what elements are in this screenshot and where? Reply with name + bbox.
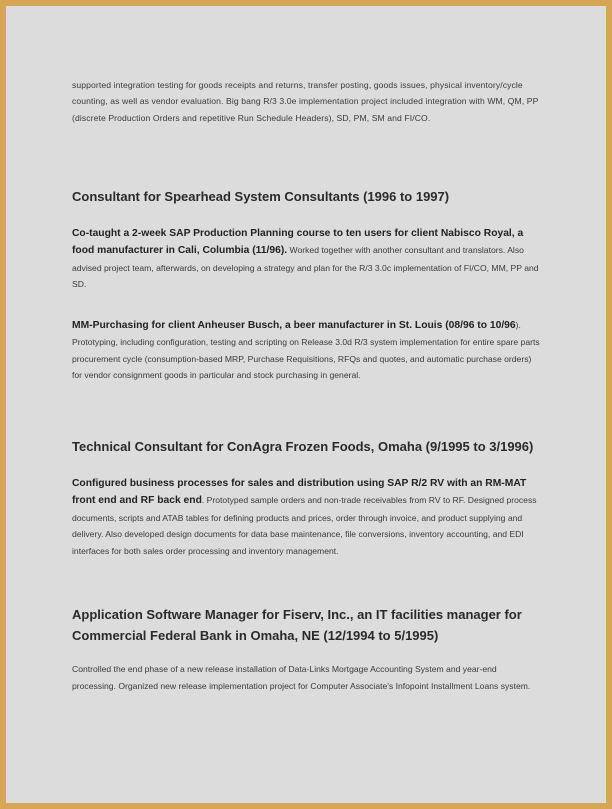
paragraph-lead: Co-taught a 2-week SAP Production Planning course to ten users for client Nabisco Royal, a food manufacturer in Cali, Columbia (11/96). bbox=[72, 228, 524, 257]
intro-paragraph: supported integration testing for goods receipts and returns, transfer posting, goods issues, physical inventory/cycle counting, as well as vendor evaluation. Big bang R/3 3.0e implementation project included integration with WM, QM, PP (discrete Production Orders and repetitive Run Schedule Headers), SD, PM, SM and FI/CO. bbox=[72, 80, 539, 123]
paragraph-text: ). Prototyping, including configuration, testing and scripting on Release 3.0d R/3 system implementation for entire spare parts procurement cycle (consumption-based MRP, Purchase Requisitions, RFQs and quotes, and automatic purchase orders) for vendor consignment goods in particular and stock purchasing in general. bbox=[72, 320, 540, 381]
paragraph-lead: MM-Purchasing for client Anheuser Busch, a beer manufacturer in St. Louis (08/96 to 10/96 bbox=[72, 320, 516, 331]
section-title-conagra: Technical Consultant for ConAgra Frozen Foods, Omaha (9/1995 to 3/1996) bbox=[72, 439, 534, 454]
paragraph-conagra bbox=[72, 475, 542, 559]
paragraph-fiserv bbox=[72, 661, 542, 695]
paragraph-nabisco bbox=[72, 225, 542, 293]
paragraph-text: . Prototyped sample orders and non-trade receivables from RV to RF. Designed process documents, scripts and ATAB tables for defining products and prices, order through invoice, and product supplying and delivery. Also developed design documents for data base maintenance, file conversions, inventory accounting, and EDI interfaces for both sales order processing and inventory management. bbox=[72, 495, 537, 556]
page-frame bbox=[6, 6, 606, 803]
section-title-spearhead: Consultant for Spearhead System Consultants (1996 to 1997) bbox=[72, 189, 450, 204]
paragraph-lead: Configured business processes for sales and distribution using SAP R/2 RV with an RM-MAT front end and RF back end bbox=[72, 478, 527, 507]
paragraph-anheuser-busch bbox=[72, 317, 542, 384]
paragraph-text: Controlled the end phase of a new release installation of Data-Links Mortgage Accounting System and year-end processing. Organized new release implementation project for Computer Associate's Infopoint Installment Loans system. bbox=[72, 664, 531, 692]
paragraph-text: Worked together with another consultant and translators. Also advised project team, afterwards, on developing a strategy and plan for the R/3 3.0c implementation of FI/CO, MM, PP and SD. bbox=[72, 245, 539, 290]
section-title-fiserv: Application Software Manager for Fiserv, Inc., an IT facilities manager for Commercial Federal Bank in Omaha, NE (12/1994 to 5/1995) bbox=[72, 607, 522, 643]
